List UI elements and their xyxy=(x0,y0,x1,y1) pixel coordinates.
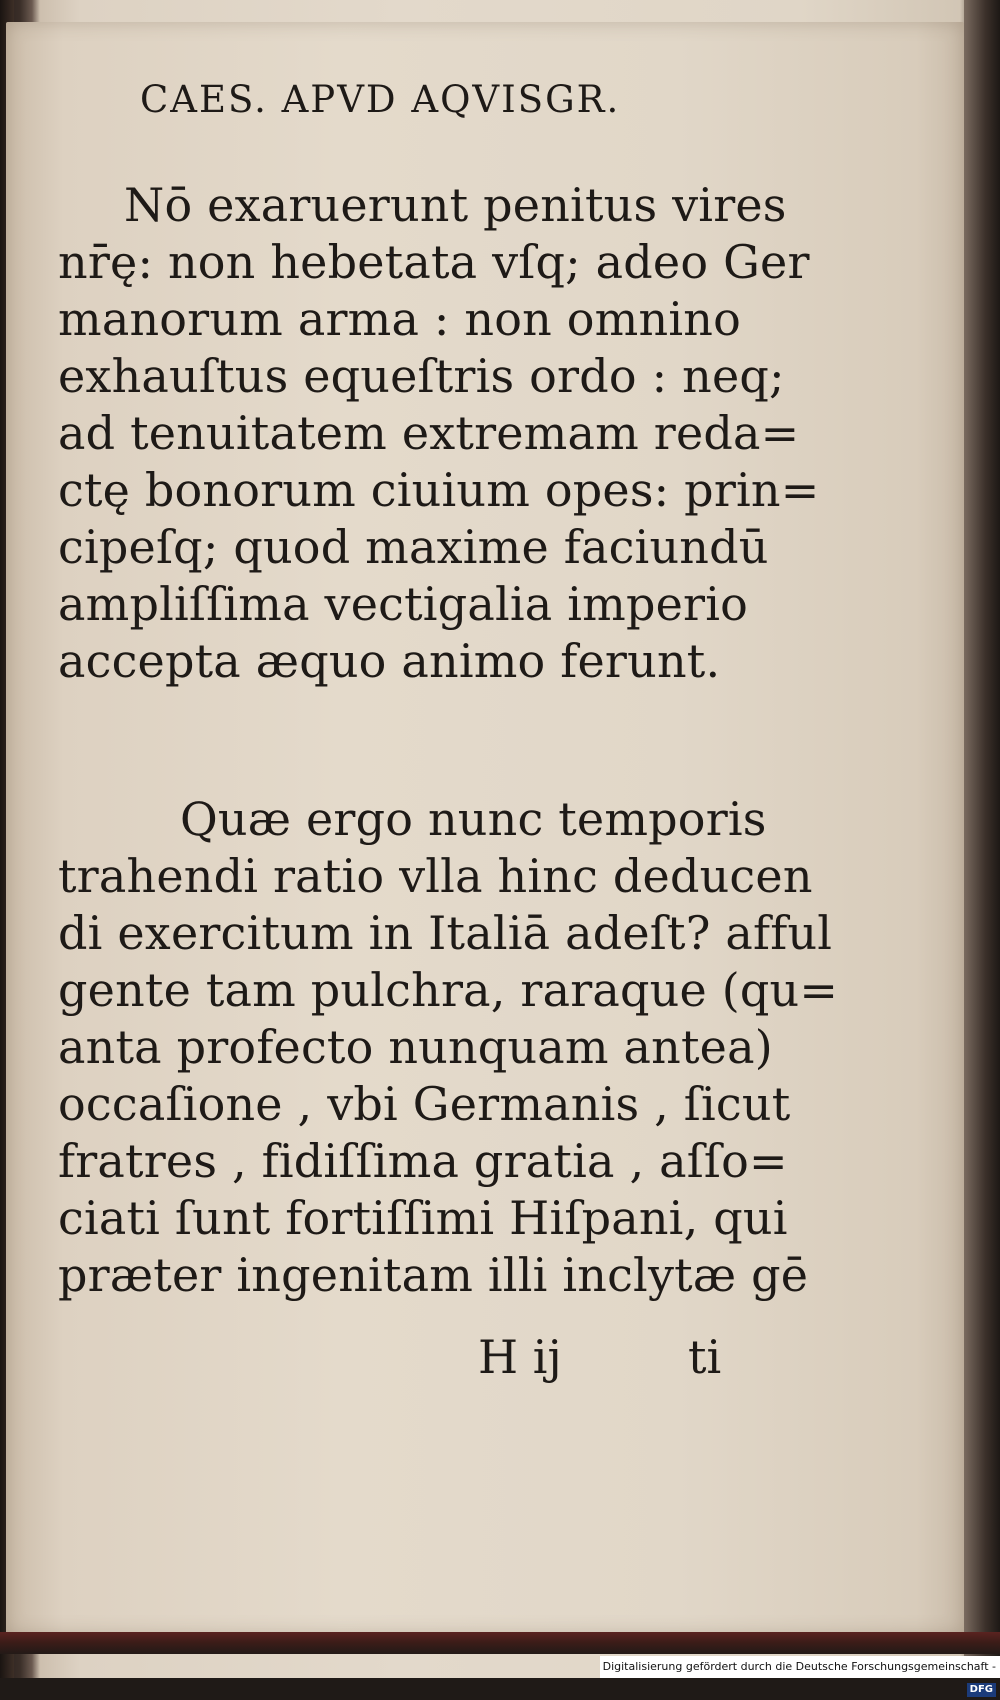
cover-edge-bottom xyxy=(0,1632,1000,1654)
text-line: di exercitum in Italiā adeſt? afful xyxy=(58,906,833,960)
dfg-logo: DFG xyxy=(967,1683,996,1697)
text-line: cipeſq; quod maxime faciundū xyxy=(58,520,769,574)
text-line: præter ingenitam illi inclytæ gē xyxy=(58,1248,809,1302)
signature-mark: H ij xyxy=(478,1330,562,1384)
text-line: gente tam pulchra, raraque (qu= xyxy=(58,963,839,1017)
digitization-credit xyxy=(600,1656,1000,1695)
text-line: Quæ ergo nunc temporis xyxy=(180,792,767,846)
text-line: manorum arma : non omnino xyxy=(58,292,741,346)
page-edge-right xyxy=(964,0,1000,1660)
text-line: trahendi ratio vlla hinc deducen xyxy=(58,849,813,903)
text-line: anta profecto nunquam antea) xyxy=(58,1020,773,1074)
text-line: occaſione , vbi Germanis , ſicut xyxy=(58,1077,791,1131)
text-line: fratres , fidiſſima gratia , aſſo= xyxy=(58,1134,788,1188)
text-line: ctę bonorum ciuium opes: prin= xyxy=(58,463,820,517)
text-line: accepta æquo animo ferunt. xyxy=(58,634,721,688)
text-line: nr̄ę: non hebetata vſq; adeo Ger xyxy=(58,235,810,289)
catchword: ti xyxy=(688,1330,722,1384)
text-line: exhauſtus equeſtris ordo : neq; xyxy=(58,349,785,403)
running-header: CAES. APVD AQVISGR. xyxy=(140,78,621,121)
text-line: Nō exaruerunt penitus vires xyxy=(124,178,787,232)
text-line: ad tenuitatem extremam reda= xyxy=(58,406,800,460)
text-line: ampliſſima vectigalia imperio xyxy=(58,577,749,631)
text-line: ciati ſunt fortiſſimi Hiſpani, qui xyxy=(58,1191,788,1245)
credit-text: Digitalisierung gefördert durch die Deutsche Forschungsgemeinschaft - xyxy=(602,1660,996,1673)
